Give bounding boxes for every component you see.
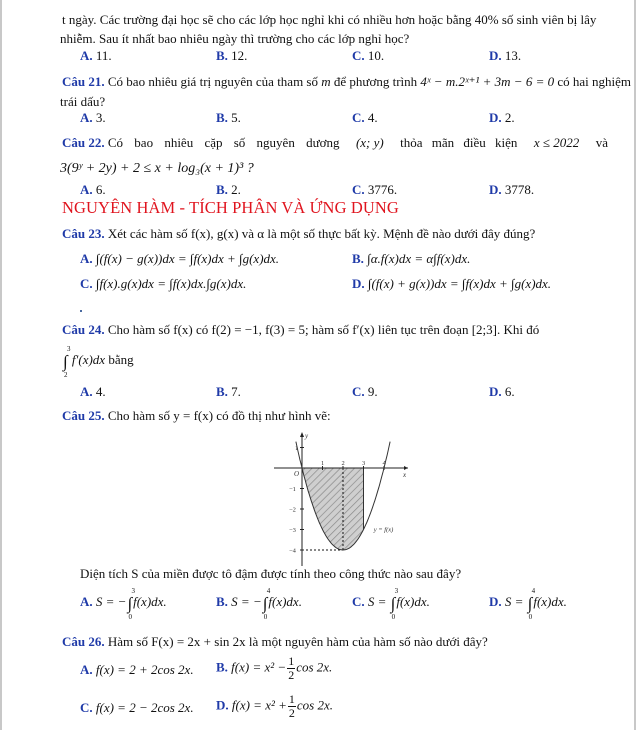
integral-lower: 2 — [64, 370, 68, 379]
option-label: C. — [352, 48, 365, 63]
x-axis-arrow-icon — [404, 466, 408, 470]
question-text: thỏa mãn điều kiện — [400, 135, 518, 150]
integral-upper: 4 — [531, 586, 536, 595]
integral-upper: 3 — [394, 586, 399, 595]
q21-line1 — [62, 74, 631, 90]
x-axis-label: x — [403, 471, 407, 479]
option-label: D. — [489, 48, 502, 63]
x-tick-label: 3 — [362, 460, 366, 467]
option-label: D. — [489, 110, 502, 125]
option-label: A. — [80, 110, 93, 125]
question-label: Câu 26. — [62, 634, 105, 649]
q25-option-c — [352, 586, 430, 621]
option-text: 2. — [504, 110, 515, 125]
q21-option-d — [489, 110, 515, 126]
option-label: A. — [80, 662, 93, 677]
option-label: A. — [80, 251, 93, 266]
option-label: B. — [216, 594, 228, 609]
question-text: Có bao nhiêu cặp số nguyên dương — [107, 135, 340, 150]
option-label: D. — [216, 697, 229, 713]
integral-lower: 0 — [528, 612, 533, 621]
q26-option-a — [80, 662, 194, 678]
q25-line — [62, 408, 331, 424]
option-label: D. — [489, 384, 502, 399]
q24-line1 — [62, 322, 539, 338]
option-text: 4. — [95, 384, 106, 399]
curve-label: y = f(x) — [373, 526, 394, 534]
q24-option-b — [216, 384, 241, 400]
q22-option-c — [352, 182, 397, 198]
option-label: C. — [80, 700, 93, 715]
q23-option-c — [80, 276, 246, 292]
question-text: Cho hàm số f(x) có f(2) = −1, f(3) = 5; hàm số f′(x) liên tục trên đoạn [2;3]. Khi đó — [107, 322, 540, 337]
integrand: f(x)dx. — [268, 594, 302, 609]
option-text: 12. — [231, 48, 248, 63]
integral-upper: 3 — [67, 344, 71, 353]
q24-option-c — [352, 384, 378, 400]
option-label: B. — [216, 48, 228, 63]
question-text: Hàm số F(x) = 2x + sin 2x là một nguyên hàm của hàm số nào dưới đây? — [107, 634, 488, 649]
option-text: 5. — [231, 110, 241, 125]
q24-option-d — [489, 384, 515, 400]
option-text: f(x) = 2 + 2cos 2x. — [95, 662, 194, 677]
option-text: 9. — [367, 384, 378, 399]
option-label: D. — [489, 594, 502, 609]
math-condition: x ≤ 2022 — [533, 135, 580, 150]
q20-option-d — [489, 48, 521, 64]
q20-option-a — [80, 48, 112, 64]
integral-sign: ∫ 3 2 — [63, 344, 71, 379]
q25-question: Diện tích S của miền được tô đậm được tính theo công thức nào sau đây? — [80, 566, 462, 581]
formula-prefix: S = − — [95, 594, 127, 609]
q22-inequality: 3(9ʸ + 2y) + 2 ≤ x + log₃(x + 1)³ ? — [60, 161, 254, 176]
q26-option-b — [216, 655, 332, 682]
integral-sign: ∫ 4 0 — [262, 586, 271, 621]
y-axis-label: y — [305, 432, 309, 440]
option-label: C. — [352, 594, 365, 609]
q22-option-a — [80, 182, 106, 198]
shaded-region — [302, 468, 364, 550]
option-label: C. — [352, 384, 365, 399]
q22-option-b — [216, 182, 241, 198]
integrand: f(x)dx. — [533, 594, 567, 609]
question-label: Câu 23. — [62, 226, 105, 241]
option-text: 4. — [367, 110, 378, 125]
question-text: Cho hàm số y = f(x) có đồ thị như hình vẽ: — [107, 408, 331, 423]
option-text: 11. — [95, 48, 112, 63]
section-heading: NGUYÊN HÀM - TÍCH PHÂN VÀ ỨNG DỤNG — [62, 198, 399, 217]
math-pair: (x; y) — [355, 135, 384, 150]
option-text: 2. — [231, 182, 241, 197]
option-text: 7. — [231, 384, 241, 399]
option-text: 3778. — [504, 182, 535, 197]
option-text: f(x) = 2 − 2cos 2x. — [95, 700, 194, 715]
option-label: B. — [216, 384, 228, 399]
question-label: Câu 22. — [62, 135, 105, 150]
question-text: và — [595, 135, 608, 150]
q25-option-b — [216, 586, 302, 621]
integral-sign: ∫ 3 0 — [390, 586, 399, 621]
option-label: A. — [80, 48, 93, 63]
option-label: B. — [216, 659, 228, 675]
question-text: có hai nghiệm — [557, 74, 632, 89]
option-label: B. — [216, 182, 228, 197]
question-text: Có bao nhiêu giá trị nguyên của tham số — [107, 74, 318, 89]
fraction — [287, 655, 295, 682]
option-text: 3. — [95, 110, 106, 125]
option-text: ∫f(x).g(x)dx = ∫f(x)dx.∫g(x)dx. — [95, 276, 247, 291]
option-label: C. — [352, 110, 365, 125]
q23-option-a — [80, 251, 279, 267]
question-label: Câu 24. — [62, 322, 105, 337]
q24-line2 — [62, 344, 134, 379]
y-tick-label: −4 — [289, 547, 296, 555]
formula-prefix: S = − — [231, 594, 262, 609]
q25-option-a — [80, 586, 167, 621]
option-label: D. — [489, 182, 502, 197]
integral-upper: 4 — [266, 586, 271, 595]
q23-line — [62, 226, 535, 242]
q22-option-d — [489, 182, 534, 198]
q21-option-a — [80, 110, 106, 126]
integrand: f′(x)dx — [71, 352, 106, 367]
option-label: A. — [80, 182, 93, 197]
q24-option-a — [80, 384, 106, 400]
option-text: ∫α.f(x)dx = α∫f(x)dx. — [367, 251, 471, 266]
option-label: C. — [352, 182, 365, 197]
integral-lower: 0 — [128, 612, 132, 621]
q26-line — [62, 634, 488, 650]
option-label: A. — [80, 594, 93, 609]
q20-line2: nhiễm. Sau ít nhất bao nhiêu ngày thì trường cho các lớp nghỉ học? — [60, 31, 410, 46]
x-tick-label: 1 — [321, 460, 325, 467]
option-label: B. — [216, 110, 228, 125]
x-tick-label: 2 — [341, 460, 345, 467]
x-tick-label: 4 — [382, 460, 386, 467]
q20-option-b — [216, 48, 247, 64]
option-text: f(x) = x² + — [231, 697, 287, 713]
q21-option-c — [352, 110, 378, 126]
integrand: f(x)dx. — [133, 594, 167, 609]
numerator: 1 — [288, 692, 295, 706]
q20-line1: t ngày. Các trường đại học sẽ cho các lớp học nghỉ khi có nhiều hơn hoặc bằng 40% số sinh viên bị lây — [62, 12, 597, 27]
question-text: Xét các hàm số f(x), g(x) và α là một số thực bất kỳ. Mệnh đề nào dưới đây đúng? — [107, 226, 536, 241]
q23-option-b — [352, 251, 470, 267]
integral-sign: ∫ 3 0 — [127, 586, 135, 621]
question-text: bằng — [108, 352, 134, 367]
option-label: D. — [352, 276, 365, 291]
option-label: C. — [80, 276, 93, 291]
stray-dot — [80, 310, 82, 312]
denominator: 2 — [288, 706, 295, 720]
q26-option-c — [80, 700, 194, 716]
fraction — [288, 693, 296, 720]
integral-lower: 0 — [391, 612, 396, 621]
integrand: f(x)dx. — [396, 594, 430, 609]
integral-lower: 0 — [263, 612, 268, 621]
function-graph — [272, 430, 412, 570]
origin-label: O — [294, 470, 300, 478]
denominator: 2 — [288, 668, 295, 682]
option-text: 13. — [504, 48, 522, 63]
option-text: ∫(f(x) + g(x))dx = ∫f(x)dx + ∫g(x)dx. — [367, 276, 552, 291]
y-tick-label: −1 — [289, 486, 296, 493]
q23-option-d — [352, 276, 551, 292]
equation: 4ˣ − m.2ˣ⁺¹ + 3m − 6 = 0 — [420, 74, 555, 89]
option-text: 10. — [367, 48, 385, 63]
integral-sign: ∫ 4 0 — [527, 586, 536, 621]
q22-line1 — [62, 135, 608, 151]
q25-option-d — [489, 586, 567, 621]
option-label: A. — [80, 384, 93, 399]
option-label: B. — [352, 251, 364, 266]
option-text: ∫(f(x) − g(x))dx = ∫f(x)dx + ∫g(x)dx. — [95, 251, 280, 266]
q21-line2: trái dấu? — [60, 94, 106, 109]
y-tick-label: −2 — [289, 506, 296, 514]
q20-option-c — [352, 48, 384, 64]
y-axis-arrow-icon — [300, 432, 304, 437]
integral-upper: 3 — [131, 586, 135, 595]
question-label: Câu 21. — [62, 74, 105, 89]
numerator: 1 — [288, 654, 295, 668]
q26-option-d — [216, 693, 333, 720]
option-text: 6. — [95, 182, 106, 197]
option-text: f(x) = x² − — [231, 659, 287, 675]
math-var: m — [321, 74, 331, 89]
option-text: cos 2x. — [296, 659, 333, 675]
question-label: Câu 25. — [62, 408, 105, 423]
formula-prefix: S = — [367, 594, 390, 609]
option-text: 3776. — [367, 182, 398, 197]
y-tick-label: 1 — [295, 445, 299, 452]
formula-prefix: S = — [504, 594, 527, 609]
y-tick-label: −3 — [289, 527, 296, 534]
option-text: 6. — [504, 384, 515, 399]
option-text: cos 2x. — [296, 697, 334, 713]
q21-option-b — [216, 110, 241, 126]
question-text: để phương trình — [333, 74, 418, 89]
